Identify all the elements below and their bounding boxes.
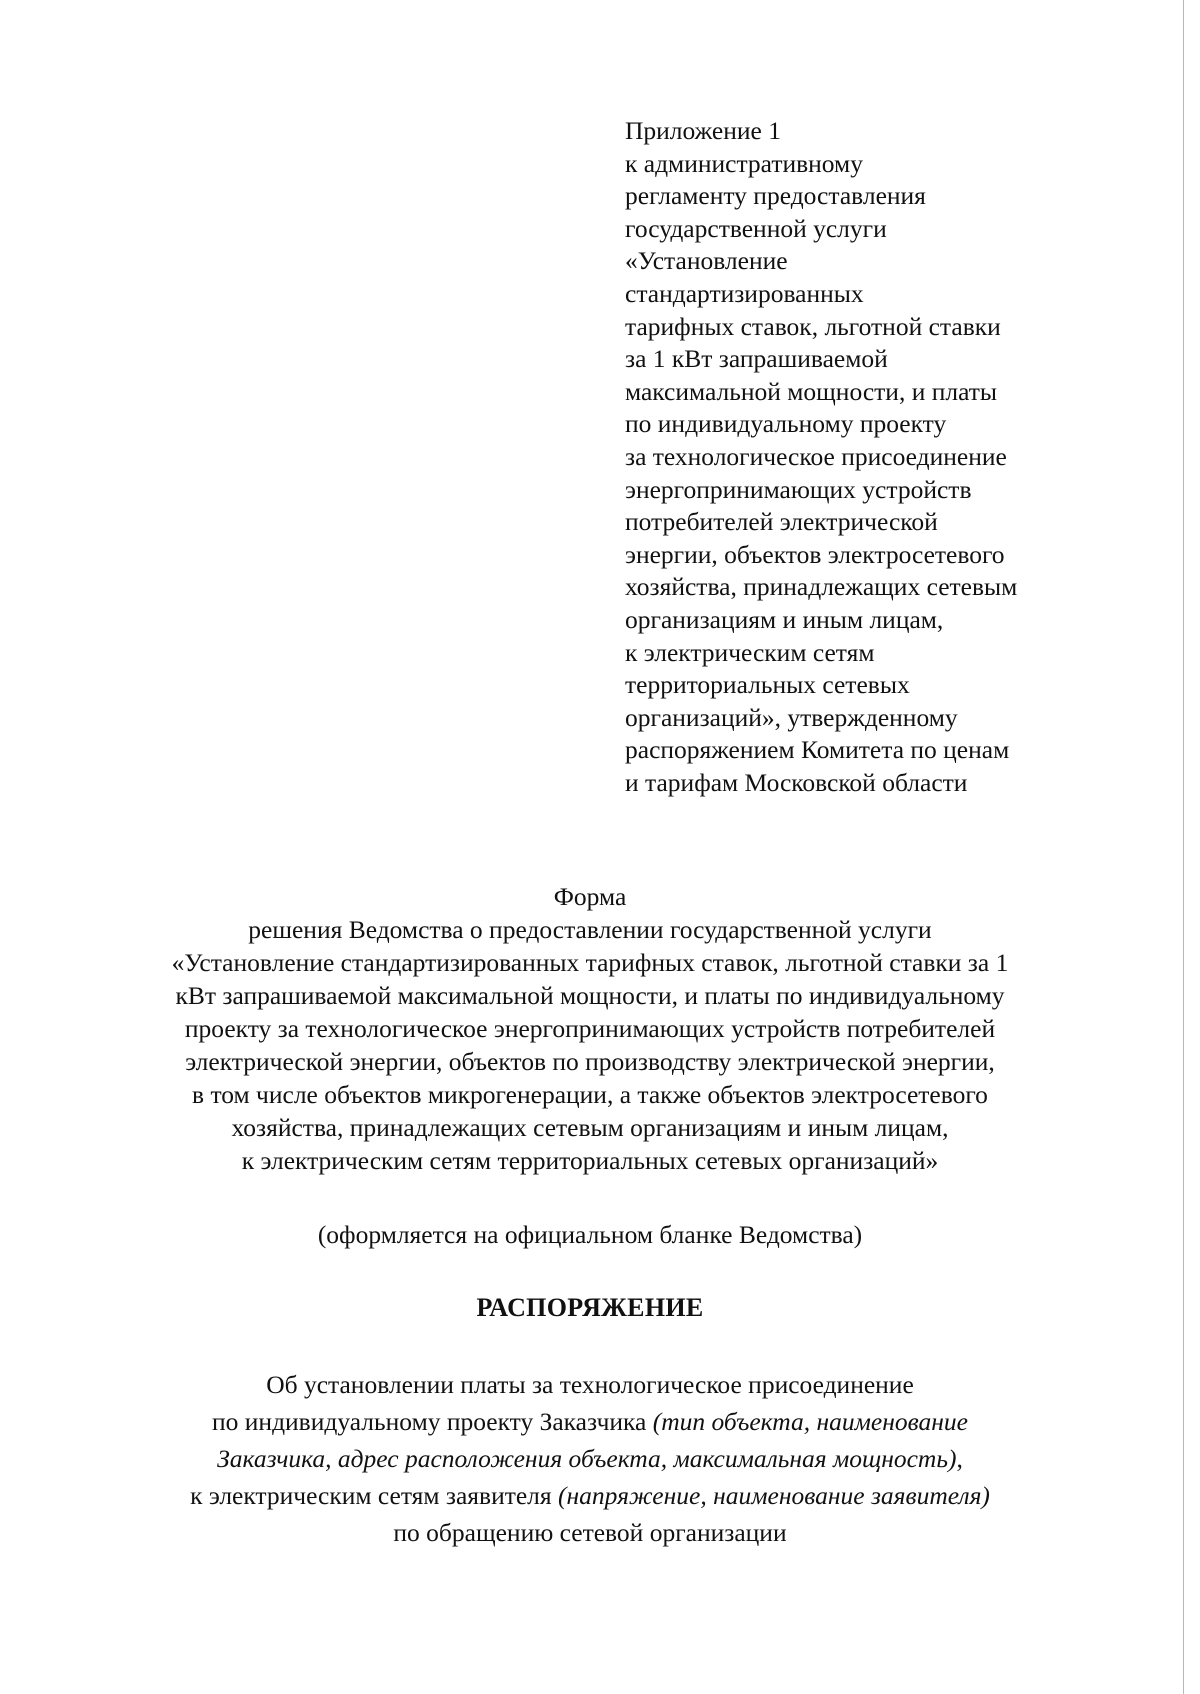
appendix-line: энергии, объектов электросетевого (625, 539, 1005, 569)
appendix-line: «Установление (625, 246, 788, 276)
subject-line: по обращению сетевой организации (393, 1518, 787, 1547)
appendix-line: хозяйства, принадлежащих сетевым (625, 572, 1018, 602)
subject-line (90, 1440, 1090, 1477)
form-title-line: хозяйства, принадлежащих сетевым организациям и иным лицам, (231, 1113, 949, 1142)
appendix-line: регламенту предоставления (625, 181, 926, 211)
appendix-line: Приложение 1 (625, 116, 781, 145)
appendix-line: организаций», утвержденному (625, 702, 958, 732)
appendix-line: по индивидуальному проекту (625, 409, 947, 439)
form-title-line: к электрическим сетям территориальных сетевых организаций» (241, 1146, 939, 1175)
appendix-line: территориальных сетевых (625, 670, 910, 700)
appendix-line: к электрическим сетям (625, 637, 875, 667)
form-title-line: решения Ведомства о предоставлении государственной услуги (248, 915, 932, 944)
form-title-line: кВт запрашиваемой максимальной мощности, и платы по индивидуальному (175, 981, 1005, 1010)
subject-line: Об установлении платы за технологическое присоединение (266, 1370, 914, 1399)
form-title-line: электрической энергии, объектов по производству электрической энергии, (185, 1047, 995, 1076)
form-title-line: проекту за технологическое энергопринимающих устройств потребителей (184, 1014, 996, 1043)
subject-text: , (956, 1444, 963, 1473)
appendix-line: за технологическое присоединение (625, 441, 1007, 471)
subject-text: к электрическим сетям заявителя (190, 1481, 559, 1510)
appendix-line: энергопринимающих устройств (625, 474, 972, 504)
subject-placeholder: (тип объекта, наименование (652, 1407, 968, 1436)
subject-placeholder: (напряжение, наименование заявителя) (558, 1481, 990, 1510)
appendix-line: государственной услуги (625, 213, 887, 243)
appendix-line: максимальной мощности, и платы (625, 376, 998, 406)
order-subject (90, 1366, 1090, 1551)
appendix-line: и тарифам Московской области (625, 767, 968, 797)
subject-placeholder: Заказчика, адрес расположения объекта, максимальная мощность) (217, 1444, 957, 1473)
subject-text: по индивидуальному проекту Заказчика (212, 1407, 653, 1436)
appendix-line: стандартизированных (625, 278, 864, 308)
appendix-line: потребителей электрической (625, 507, 938, 537)
form-title-block (90, 880, 1090, 1177)
appendix-line: тарифных ставок, льготной ставки (625, 311, 1001, 341)
appendix-block (625, 115, 1095, 799)
form-label: Форма (553, 882, 627, 911)
scan-edge-line (1183, 0, 1184, 1694)
subject-line (90, 1477, 1090, 1514)
subject-line (90, 1403, 1090, 1440)
appendix-line: распоряжением Комитета по ценам (625, 735, 1010, 765)
form-title-line: в том числе объектов микрогенерации, а также объектов электросетевого (192, 1080, 988, 1109)
appendix-line: к административному (625, 148, 863, 178)
blank-note: (оформляется на официальном бланке Ведомства) (317, 1220, 863, 1249)
form-title-line: «Установление стандартизированных тарифных ставок, льготной ставки за 1 (171, 948, 1009, 977)
appendix-line: за 1 кВт запрашиваемой (625, 344, 888, 374)
order-heading: РАСПОРЯЖЕНИЕ (476, 1293, 704, 1322)
appendix-line: организациям и иным лицам, (625, 604, 944, 634)
